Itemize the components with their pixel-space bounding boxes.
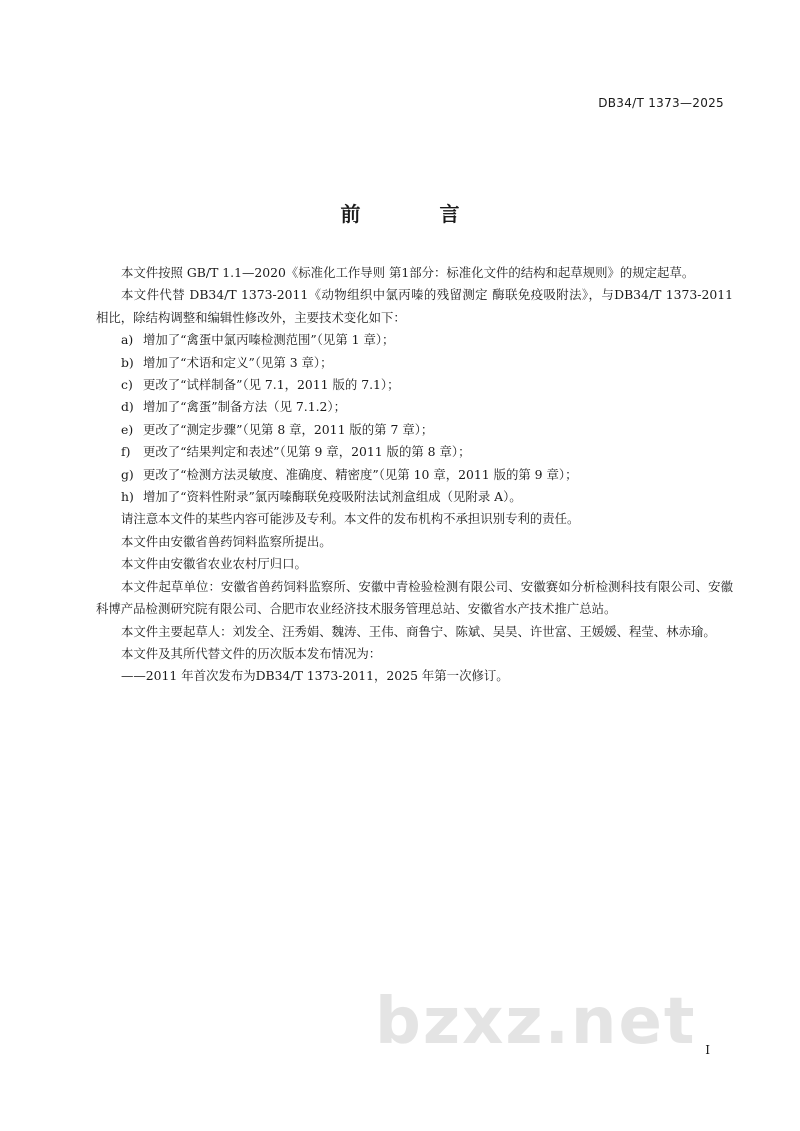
list-item-text: 更改了“检测方法灵敏度、准确度、精密度”（见第 10 章，2011 版的第 9 章）； [143, 466, 578, 482]
list-item [96, 374, 733, 396]
paragraph-replacement: 本文件代替 DB34/T 1373-2011《动物组织中氯丙嗪的残留测定 酶联免疫吸附法》，与DB34/T 1373-2011 相比，除结构调整和编辑性修改外，主要技术变化如下： [96, 287, 733, 325]
list-item [96, 464, 733, 486]
page-title: 前 言 [340, 202, 496, 226]
paragraph-proposer: 本文件由安徽省兽药饲料监察所提出。 [121, 533, 332, 549]
list-item [96, 419, 733, 441]
list-item [96, 396, 733, 418]
list-marker: c) [121, 377, 133, 393]
list-item-text: 更改了“试样制备”（见 7.1，2011 版的 7.1）； [143, 377, 400, 393]
list-item-text: 增加了“术语和定义”（见第 3 章）； [143, 354, 333, 370]
list-item [96, 329, 733, 351]
document-body [96, 262, 733, 688]
list-marker: e) [121, 421, 134, 437]
document-number: DB34/T 1373—2025 [598, 96, 724, 110]
list-marker: h) [121, 489, 134, 505]
list-item-text: 增加了“禽蛋”制备方法（见 7.1.2）； [143, 399, 347, 415]
paragraph-version-history-intro: 本文件及其所代替文件的历次版本发布情况为： [121, 645, 382, 661]
list-marker: f) [121, 444, 131, 460]
paragraph-drafting-units: 本文件起草单位：安徽省兽药饲料监察所、安徽中青检验检测有限公司、安徽赛如分析检测科技有限公司、安徽科博产品检测研究院有限公司、合肥市农业经济技术服务管理总站、安徽省水产技术推广总站。 [96, 578, 733, 617]
list-item-text: 更改了“测定步骤”（见第 8 章，2011 版的第 7 章）； [143, 421, 434, 437]
page-number: I [705, 1043, 710, 1057]
list-item-text: 增加了“资料性附录”氯丙嗪酶联免疫吸附法试剂盒组成（见附录 A）。 [143, 489, 522, 505]
list-item [96, 486, 733, 508]
site-watermark: bzxz.net [375, 985, 697, 1059]
list-item-text: 增加了“禽蛋中氯丙嗪检测范围”（见第 1 章）； [143, 332, 395, 348]
technical-changes-list [96, 329, 733, 508]
paragraph-patent-notice: 请注意本文件的某些内容可能涉及专利。本文件的发布机构不承担识别专利的责任。 [121, 511, 580, 527]
paragraph-version-history: ——2011 年首次发布为DB34/T 1373-2011，2025 年第一次修订。 [121, 668, 509, 684]
list-marker: a) [121, 332, 134, 348]
list-item [96, 441, 733, 463]
list-marker: b) [121, 354, 134, 370]
paragraph-drafting-basis: 本文件按照 GB/T 1.1—2020《标准化工作导则 第1部分：标准化文件的结构和起草规则》的规定起草。 [121, 265, 695, 280]
paragraph-administrator: 本文件由安徽省农业农村厅归口。 [121, 556, 307, 572]
list-item [96, 352, 733, 374]
list-item-text: 更改了“结果判定和表述”（见第 9 章，2011 版的第 8 章）； [143, 444, 471, 460]
list-marker: g) [121, 466, 134, 482]
list-marker: d) [121, 399, 134, 415]
paragraph-drafters: 本文件主要起草人：刘发全、汪秀娟、魏涛、王伟、商鲁宁、陈斌、吴昊、许世富、王媛媛、程莹、林赤瑜。 [121, 623, 716, 639]
